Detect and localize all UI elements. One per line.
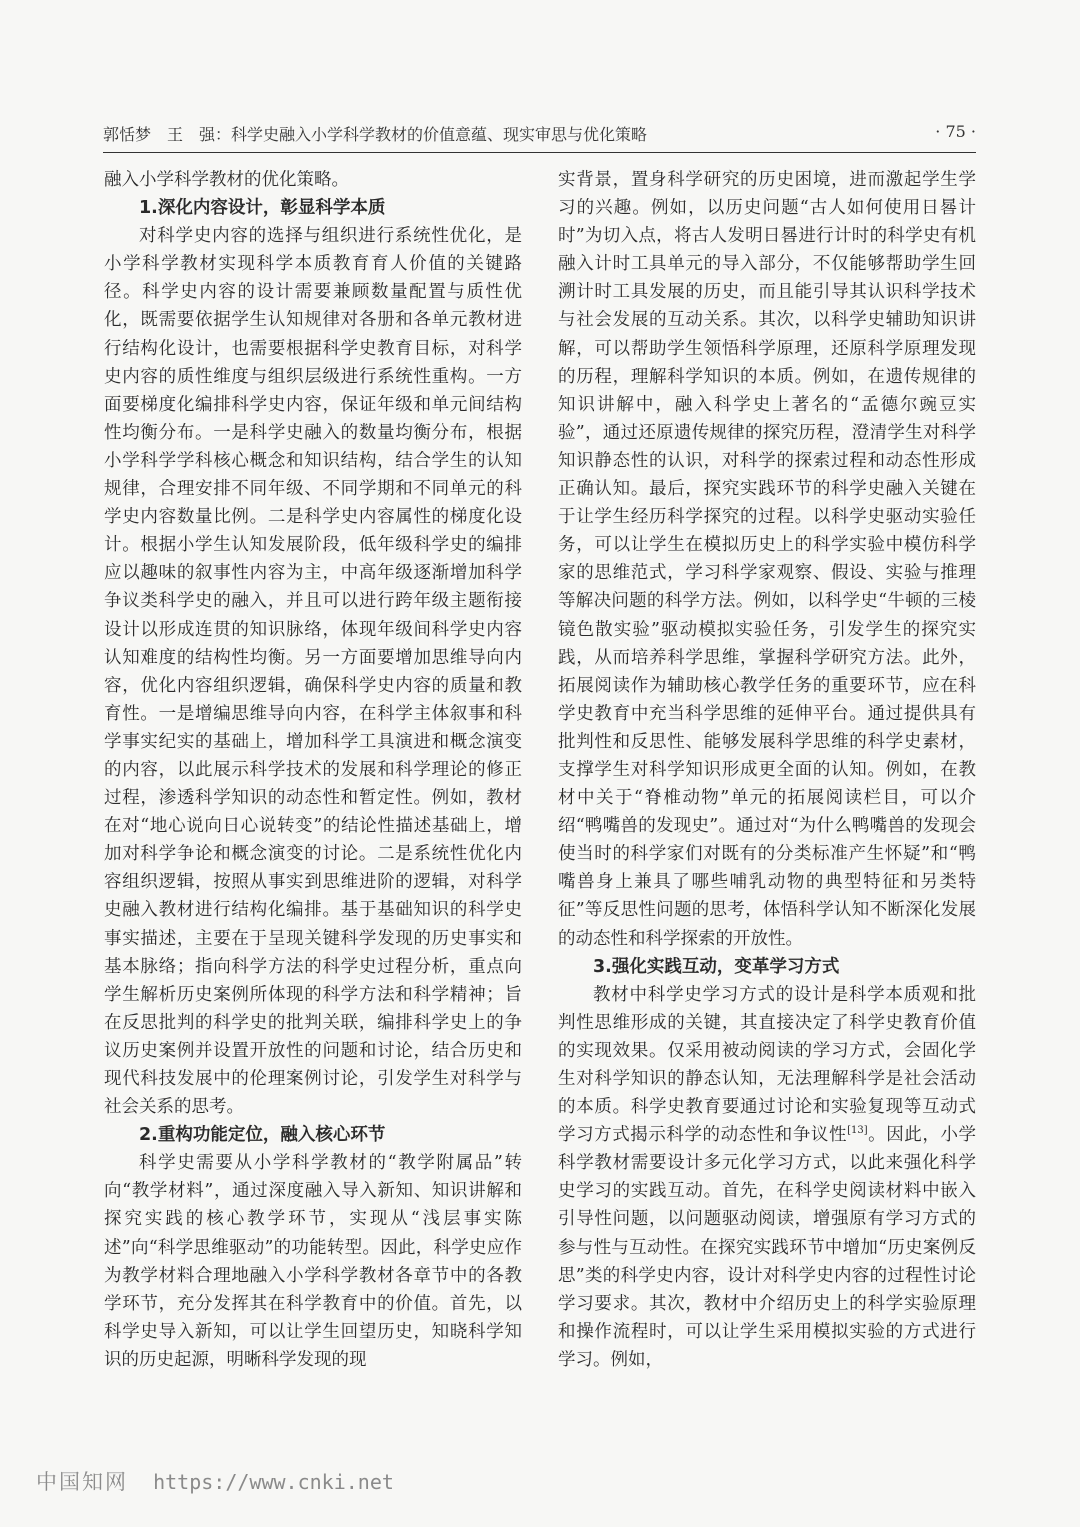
section-heading: 3.强化实践互动，变革学习方式 — [593, 956, 840, 977]
watermark-site-name: 中国知网 — [36, 1470, 128, 1494]
paragraph: 实背景，置身科学研究的历史困境，进而激起学生学习的兴趣。例如，以历史问题“古人如何使用日晷计时”为切入点，将古人发明日晷进行计时的科学史有机融入计时工具单元的导入部分，不仅能够帮助学生回溯计时工具发展的历史，而且能引导其认识科学技术与社会发展的互动关系。其次，以科学史辅助知识讲解，可以帮助学生领悟科学原理，还原科学原理发现的历程，理解科学知识的本质。例如，在遗传规律的知识讲解中，融入科学史上著名的“孟德尔豌豆实验”，通过还原遗传规律的探究历程，澄清学生对科学知识静态性的认识，对科学的探索过程和动态性形成正确认知。最后，探究实践环节的科学史融入关键在于让学生经历科学探究的过程。以科学史驱动实验任务，可以让学生在模拟历史上的科学实验中模仿科学家的思维范式，学习科学家观察、假设、实验与推理等解决问题的科学方法。例如，以科学史“牛顿的三棱镜色散实验”驱动模拟实验任务，引发学生的探究实践，从而培养科学思维，掌握科学研究方法。此外，拓展阅读作为辅助核心教学任务的重要环节，应在科学史教育中充当科学思维的延伸平台。通过提供具有批判性和反思性、能够发展科学思维的科学史素材，支撑学生对科学知识形成更全面的认知。例如，在教材中关于“脊椎动物”单元的拓展阅读栏目，可以介绍“鸭嘴兽的发现史”。通过对“为什么鸭嘴兽的发现会使当时的科学家们对既有的分类标准产生怀疑”和“鸭嘴兽身上兼具了哪些哺乳动物的典型特征和另类特征”等反思性问题的思考，体悟科学认知不断深化发展的动态性和科学探索的开放性。 — [558, 170, 976, 949]
section-heading: 2.重构功能定位，融入核心环节 — [139, 1125, 386, 1146]
left-column — [104, 166, 522, 1434]
paragraph: 对科学史内容的选择与组织进行系统性优化，是小学科学教材实现科学本质教育育人价值的关键路径。科学史内容的设计需要兼顾数量配置与质性优化，既需要依据学生认知规律对各册和各单元教材进行结构化设计，也需要根据科学史教育目标，对科学史内容的质性维度与组织层级进行系统性重构。一方面要梯度化编排科学史内容，保证年级和单元间结构性均衡分布。一是科学史融入的数量均衡分布，根据小学科学学科核心概念和知识结构，结合学生的认知规律，合理安排不同年级、不同学期和不同单元的科学史内容数量比例。二是科学史内容属性的梯度化设计。根据小学生认知发展阶段，低年级科学史的编排应以趣味的叙事性内容为主，中高年级逐渐增加科学争议类科学史的融入，并且可以进行跨年级主题衔接设计以形成连贯的知识脉络，体现年级间科学史内容认知难度的结构性均衡。另一方面要增加思维导向内容，优化内容组织逻辑，确保科学史内容的质量和教育性。一是增编思维导向内容，在科学主体叙事和科学事实纪实的基础上，增加科学工具演进和概念演变的内容，以此展示科学技术的发展和科学理论的修正过程，渗透科学知识的动态性和暂定性。例如，教材在对“地心说向日心说转变”的结论性描述基础上，增加对科学争论和概念演变的讨论。二是系统性优化内容组织逻辑，按照从事实到思维进阶的逻辑，对科学史融入教材进行结构化编排。基于基础知识的科学史事实描述，主要在于呈现关键科学发现的历史事实和基本脉络；指向科学方法的科学史过程分析，重点向学生解析历史案例所体现的科学方法和科学精神；旨在反思批判的科学史的批判关联，编排科学史上的争议历史案例并设置开放性的问题和讨论，结合历史和现代科技发展中的伦理案例讨论，引发学生对科学与社会关系的思考。 — [104, 226, 522, 1118]
paragraph: 融入小学科学教材的优化策略。 — [104, 170, 349, 190]
cnki-watermark — [36, 1466, 436, 1506]
citation-marker: [13] — [847, 1125, 868, 1137]
paragraph: 科学史需要从小学科学教材的“教学附属品”转向“教学材料”，通过深度融入导入新知、知识讲解和探究实践的核心教学环节，实现从“浅层事实陈述”向“科学思维驱动”的功能转型。因此，科学史应作为教学材料合理地融入小学科学教材各章节中的各教学环节，充分发挥其在科学教育中的价值。首先，以科学史导入新知，可以让学生回望历史，知晓科学知识的历史起源，明晰科学发现的现 — [104, 1153, 522, 1370]
paragraph-text: 。因此，小学科学教材需要设计多元化学习方式，以此来强化科学史学习的实践互动。首先，在科学史阅读材料中嵌入引导性问题，以问题驱动阅读，增强原有学习方式的参与性与互动性。在探究实践环节中增加“历史案例反思”类的科学史内容，设计对科学史内容的过程性讨论学习要求。其次，教材中介绍历史上的科学实验原理和操作流程时，可以让学生采用模拟实验的方式进行学习。例如， — [558, 1125, 976, 1370]
right-column — [558, 166, 976, 1434]
running-title: 郭恬梦 王 强：科学史融入小学科学教材的价值意蕴、现实审思与优化策略 — [103, 125, 648, 144]
section-heading: 1.深化内容设计，彰显科学本质 — [139, 198, 386, 219]
page-number: · 75 · — [935, 122, 976, 141]
watermark-url: https://www.cnki.net — [153, 1470, 394, 1494]
paragraph — [558, 981, 976, 1374]
paragraph-text: 教材中科学史学习方式的设计是科学本质观和批判性思维形成的关键，其直接决定了科学史教育价值的实现效果。仅采用被动阅读的学习方式，会固化学生对科学知识的静态认知，无法理解科学是社会活动的本质。科学史教育要通过讨论和实验复现等互动式学习方式揭示科学的动态性和争议性 — [558, 984, 976, 1146]
running-header — [103, 118, 976, 153]
